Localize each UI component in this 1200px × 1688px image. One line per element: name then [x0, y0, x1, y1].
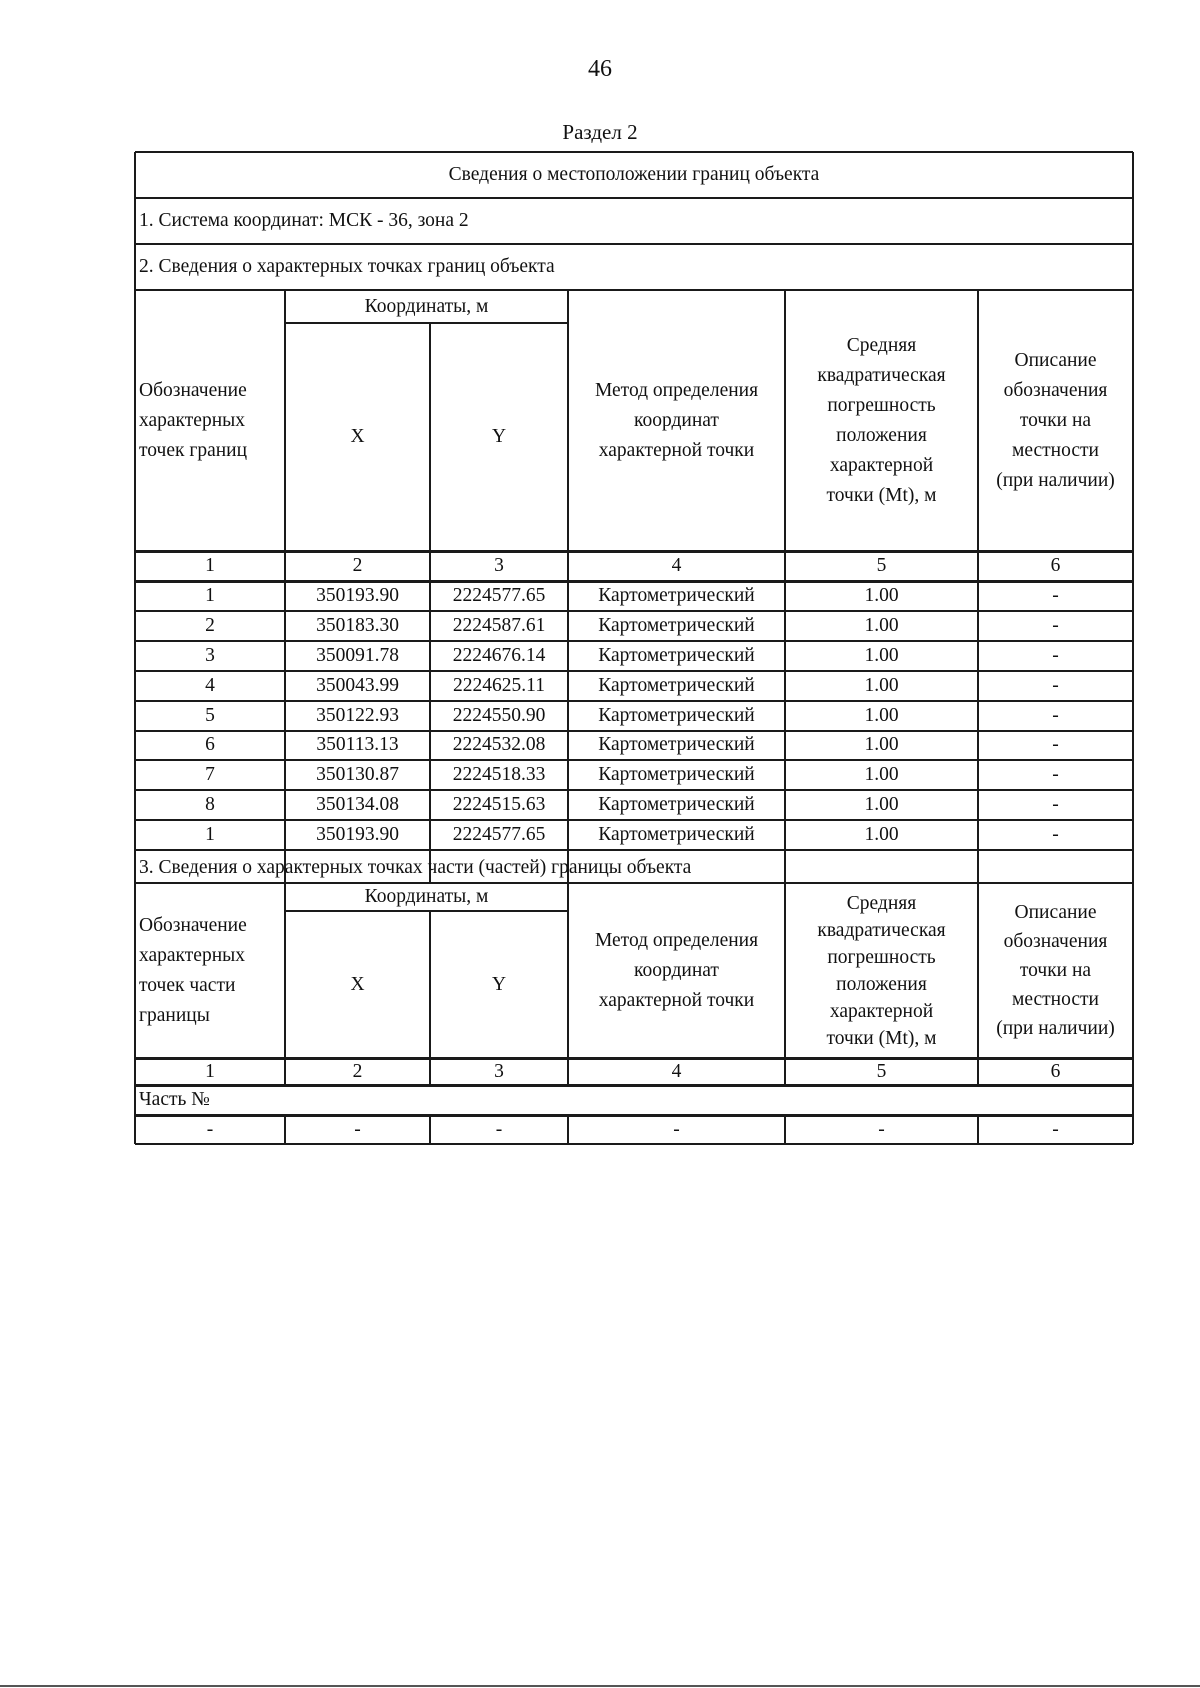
table-row-cell: 8: [205, 794, 215, 816]
table-row-cell: -: [1052, 734, 1059, 756]
table-row-cell: Картометрический: [598, 734, 755, 756]
part-row-divider: [977, 1115, 979, 1144]
part-number-label: Часть №: [139, 1089, 210, 1110]
table-row-cell: 2224587.61: [452, 614, 546, 636]
part-row-divider: [284, 1115, 286, 1144]
part-column-divider: [784, 883, 786, 1085]
table-row-cell: 4: [205, 674, 215, 696]
part-row-cell: -: [1052, 1118, 1059, 1140]
table-row-cell: 2224532.08: [452, 734, 546, 756]
part-column-divider: [284, 883, 286, 1085]
part-row-cell: -: [673, 1118, 680, 1140]
part-header-method: Метод определения координат характерной точки: [594, 929, 759, 1011]
part-column-number-cell: 5: [876, 1060, 887, 1082]
table-row-cell: 2224550.90: [452, 704, 546, 726]
header-coordinates: Координаты, м: [364, 295, 489, 317]
table-row-cell: -: [1052, 764, 1059, 786]
table-row-cell: 350091.78: [316, 644, 399, 666]
part-header-mean-error: Средняя квадратическая погрешность положения характерной точки (Mt), м: [817, 892, 946, 1049]
table-row-cell: 2224515.63: [452, 794, 546, 816]
table-row-cell: 7: [205, 764, 215, 786]
table-row-cell: 1.00: [864, 674, 899, 696]
table-row-cell: 1: [205, 824, 215, 846]
part-column-divider: [977, 883, 979, 1085]
table-title: Сведения о местоположении границ объекта: [448, 164, 820, 185]
part-row-cell: -: [354, 1118, 361, 1140]
part-row-divider: [567, 1115, 569, 1144]
column-number-cell: 5: [876, 555, 887, 576]
table-row-cell: -: [1052, 584, 1059, 606]
table-row-cell: Картометрический: [598, 824, 755, 846]
table-row-cell: -: [1052, 794, 1059, 816]
table-row-cell: Картометрический: [598, 584, 755, 606]
table-row-cell: 1.00: [864, 704, 899, 726]
table-row-cell: Картометрический: [598, 614, 755, 636]
table-row-cell: 1.00: [864, 584, 899, 606]
table-row-cell: 2: [205, 614, 215, 636]
table-row-cell: 350183.30: [316, 614, 399, 636]
part-column-number-cell: 4: [671, 1060, 682, 1082]
section-label: Раздел 2: [562, 120, 638, 144]
table-row-cell: 5: [205, 704, 215, 726]
table-row-cell: 350130.87: [316, 764, 399, 786]
part-row-cell: -: [495, 1118, 503, 1140]
part-header-description: Описание обозначения точки на местности (при наличии): [996, 902, 1115, 1039]
part-header-y: Y: [491, 973, 507, 995]
part-header-point-designation: Обозначение характерных точек части границы: [139, 914, 247, 1026]
header-x: X: [350, 426, 365, 447]
table-row-cell: -: [1052, 674, 1059, 696]
part-column-number-cell: 3: [494, 1060, 504, 1082]
table-row-cell: 2224676.14: [452, 644, 546, 666]
table-row-cell: Картометрический: [598, 794, 755, 816]
header-method: Метод определения координат характерной точки: [594, 379, 759, 461]
table-row-cell: 1.00: [864, 614, 899, 636]
table-row-cell: 350193.90: [316, 824, 399, 846]
table-row-cell: 2224577.65: [452, 824, 546, 846]
part-column-divider: [567, 883, 569, 1085]
part-row-divider: [429, 1115, 431, 1144]
part-column-number-cell: 2: [352, 1060, 363, 1082]
table-row-cell: Картометрический: [598, 644, 755, 666]
header-description: Описание обозначения точки на местности (при наличии): [996, 349, 1115, 491]
table-row-cell: -: [1052, 644, 1059, 666]
bottom-rule: [0, 1685, 1200, 1687]
table-row-cell: 2224577.65: [452, 584, 546, 606]
header-point-designation: Обозначение характерных точек границ: [139, 379, 248, 461]
part-header-x: X: [350, 973, 365, 995]
table-row-cell: 1.00: [864, 644, 899, 666]
table-row-cell: Картометрический: [598, 674, 755, 696]
table-row-cell: 350122.93: [316, 704, 399, 726]
table-row-cell: 2224518.33: [452, 764, 546, 786]
part-column-number-cell: 1: [205, 1060, 215, 1082]
table-row-cell: 1.00: [864, 794, 899, 816]
table-row-cell: 1.00: [864, 764, 899, 786]
table-row-cell: 1.00: [864, 824, 899, 846]
column-number-cell: 3: [494, 555, 504, 576]
rule-row: [135, 849, 1133, 851]
table-row-cell: -: [1052, 614, 1059, 636]
table-row-cell: 350193.90: [316, 584, 399, 606]
part-row-cell: -: [878, 1118, 885, 1140]
part-section-heading: 3. Сведения о характерных точках части (частей) границы объекта: [139, 857, 692, 878]
table-row-cell: Картометрический: [598, 704, 755, 726]
table-row-cell: 350113.13: [316, 734, 399, 756]
table-row-cell: 1.00: [864, 734, 899, 756]
table-row-cell: 350043.99: [316, 674, 399, 696]
part-row-cell: -: [206, 1118, 214, 1140]
table-row-cell: -: [1052, 704, 1059, 726]
part-row-divider: [784, 1115, 786, 1144]
page-number: 46: [588, 56, 612, 82]
header-y: Y: [491, 426, 507, 447]
column-number-cell: 6: [1050, 555, 1061, 576]
column-number-cell: 2: [352, 555, 363, 576]
table-row-cell: 3: [205, 644, 215, 666]
points-section-heading: 2. Сведения о характерных точках границ объекта: [139, 256, 555, 277]
header-mean-error: Средняя квадратическая погрешность положения характерной точки (Mt), м: [817, 334, 946, 506]
table-row-cell: 2224625.11: [453, 674, 545, 696]
part-header-coordinates: Координаты, м: [364, 886, 489, 907]
table-row-cell: -: [1052, 824, 1059, 846]
table-row-cell: 1: [205, 584, 215, 606]
column-number-cell: 1: [205, 555, 215, 576]
coord-system-row: 1. Система координат: МСК - 36, зона 2: [139, 210, 469, 231]
part-column-number-cell: 6: [1050, 1060, 1061, 1082]
table-row-cell: 350134.08: [316, 794, 399, 816]
column-number-cell: 4: [671, 555, 682, 576]
table-row-cell: 6: [205, 734, 215, 756]
table-row-cell: Картометрический: [598, 764, 755, 786]
